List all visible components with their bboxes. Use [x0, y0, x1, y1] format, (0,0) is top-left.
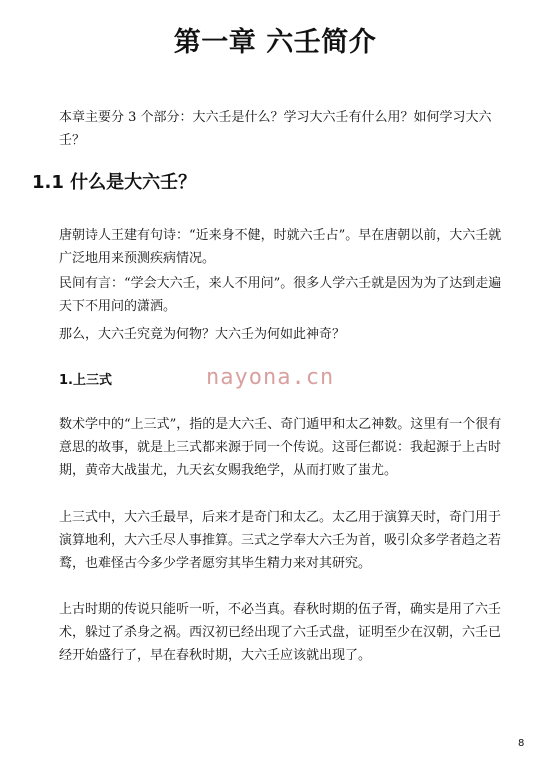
section-1-1-paragraph-1: 唐朝诗人王建有句诗：“近来身不健，时就六壬占”。早在唐朝以前，大六壬就广泛地用来预测疾病情况。 — [59, 228, 502, 266]
section-1-1-paragraph-2: 民间有言：“学会大六壬，来人不用问”。很多人学六壬就是因为为了达到走遍天下不用问的潇洒。 — [59, 276, 502, 314]
chapter-title: 第一章 六壬简介 — [173, 27, 377, 58]
intro-paragraph: 本章主要分 3 个部分：大六壬是什么？学习大六壬有什么用？如何学习大六壬？ — [59, 110, 492, 148]
section-heading-1-1: 1.1 什么是大六壬？ — [32, 172, 197, 193]
subsection-heading-1: 1.上三式 — [59, 373, 112, 388]
subsection-1-paragraph-1: 数术学中的“上三式”，指的是大六壬、奇门遁甲和太乙神数。这里有一个很有意思的故事，就是上三式都来源于同一个传说。这哥仨都说：我起源于上古时期，黄帝大战蚩尤，九天玄女赐我绝学，从而打败了蚩尤。 — [59, 417, 502, 478]
subsection-1-paragraph-3: 上古时期的传说只能听一听，不必当真。春秋时期的伍子胥，确实是用了六壬术，躲过了杀身之祸。西汉初已经出现了六壬式盘，证明至少在汉朝，六壬已经开始盛行了，早在春秋时期，大六壬应该就出现了。 — [59, 602, 502, 663]
subsection-1-paragraph-2: 上三式中，大六壬最早，后来才是奇门和太乙。太乙用于演算天时，奇门用于演算地利，大六壬尽人事推算。三式之学奉大六壬为首，吸引众多学者趋之若鹜，也难怪古今多少学者愿穷其毕生精力来对其研究。 — [59, 510, 502, 571]
page-number: 8 — [518, 738, 525, 749]
watermark-text: nayona.cn — [206, 365, 335, 390]
section-1-1-paragraph-3: 那么，大六壬究竟为何物？大六壬为何如此神奇？ — [59, 327, 346, 342]
